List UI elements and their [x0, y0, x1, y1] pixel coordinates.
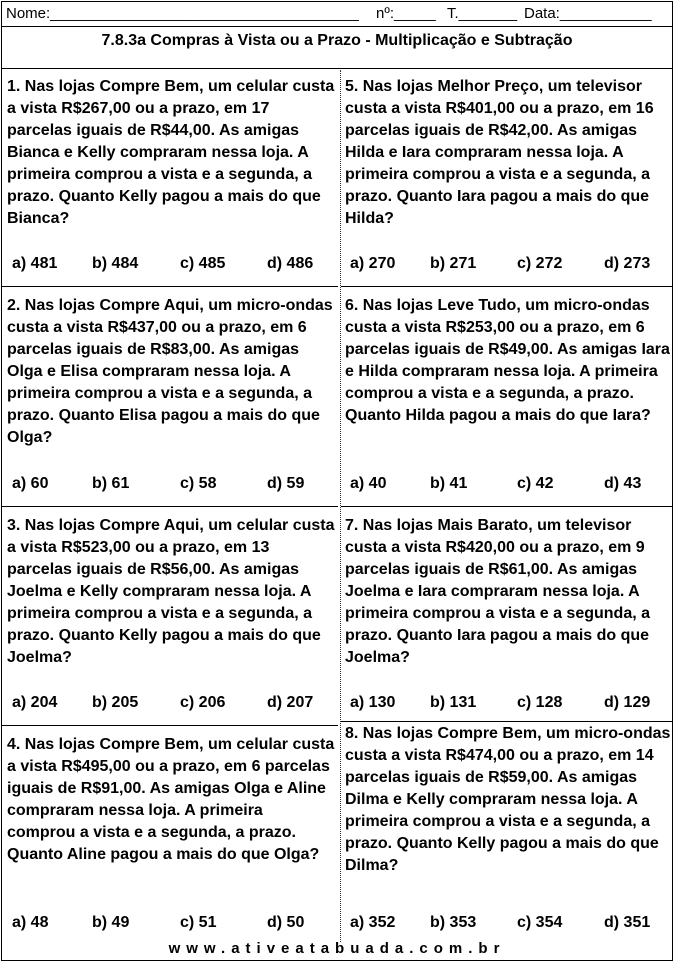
- option-a[interactable]: a) 40: [350, 475, 387, 492]
- option-c[interactable]: c) 354: [517, 914, 563, 931]
- option-d[interactable]: d) 50: [267, 914, 305, 931]
- number-field[interactable]: nº:_____: [376, 5, 436, 22]
- option-a[interactable]: a) 130: [350, 694, 396, 711]
- options-question-6: [350, 475, 676, 497]
- options-question-1: [12, 255, 342, 277]
- options-question-7: [350, 694, 676, 716]
- question-3: 3. Nas lojas Compre Aqui, um celular custa a vista R$523,00 ou a prazo, em 13 parcelas iguais de R$56,00. As amigas Joelma e Kelly compraram nessa loja. A primeira comprou a vista e a segunda, a prazo. Quanto Kelly pagou a mais do que Joelma?: [7, 517, 335, 666]
- name-field[interactable]: Nome:_____________________________________: [6, 5, 359, 22]
- option-d[interactable]: d) 486: [267, 255, 314, 272]
- option-b[interactable]: b) 353: [430, 914, 477, 931]
- option-b[interactable]: b) 484: [92, 255, 139, 272]
- worksheet: [1, 1, 673, 961]
- option-b[interactable]: b) 131: [430, 694, 477, 711]
- option-b[interactable]: b) 41: [430, 475, 468, 492]
- option-a[interactable]: a) 352: [350, 914, 396, 931]
- question-7: 7. Nas lojas Mais Barato, um televisor custa a vista R$420,00 ou a prazo, em 9 parcelas iguais de R$61,00. As amigas Joelma e Iara compraram nessa loja. A primeira comprou a vista e a segunda, a prazo. Quanto Iara pagou a mais do que Joelma?: [345, 517, 650, 666]
- option-c[interactable]: c) 128: [517, 694, 563, 711]
- row-divider: [341, 506, 672, 507]
- question-8: 8. Nas lojas Compre Bem, um micro-ondas custa a vista R$474,00 ou a prazo, em 14 parcelas iguais de R$59,00. As amigas Dilma e Kelly compraram nessa loja. A primeira comprou a vista e a segunda, a prazo. Quanto Kelly pagou a mais do que Dilma?: [345, 725, 671, 874]
- header-divider: [2, 26, 672, 27]
- option-b[interactable]: b) 271: [430, 255, 477, 272]
- worksheet-title: 7.8.3a Compras à Vista ou a Prazo - Multiplicação e Subtração: [101, 32, 573, 49]
- question-1: 1. Nas lojas Compre Bem, um celular custa a vista R$267,00 ou a prazo, em 17 parcelas iguais de R$44,00. As amigas Bianca e Kelly compraram nessa loja. A primeira comprou a vista e a segunda, a prazo. Quanto Kelly pagou a mais do que Bianca?: [7, 78, 335, 227]
- option-a[interactable]: a) 204: [12, 694, 58, 711]
- option-a[interactable]: a) 60: [12, 475, 49, 492]
- question-5: 5. Nas lojas Melhor Preço, um televisor custa a vista R$401,00 ou a prazo, em 16 parcelas iguais de R$42,00. As amigas Hilda e Iara compraram nessa loja. A primeira comprou a vista e a segunda, a prazo. Quanto Iara pagou a mais do que Hilda?: [345, 78, 654, 227]
- option-b[interactable]: b) 49: [92, 914, 130, 931]
- option-c[interactable]: c) 58: [180, 475, 217, 492]
- row-divider: [2, 725, 338, 726]
- question-2: 2. Nas lojas Compre Aqui, um micro-ondas custa a vista R$437,00 ou a prazo, em 6 parcelas iguais de R$83,00. As amigas Olga e Elisa compraram nessa loja. A primeira comprou a vista e a segunda, a prazo. Quanto Elisa pagou a mais do que Olga?: [7, 297, 333, 446]
- row-divider: [2, 286, 338, 287]
- option-d[interactable]: d) 207: [267, 694, 314, 711]
- student-info-header: [2, 2, 672, 26]
- option-d[interactable]: d) 129: [604, 694, 651, 711]
- options-question-4: [12, 914, 342, 936]
- options-question-3: [12, 694, 342, 716]
- date-field[interactable]: Data:___________: [524, 5, 652, 22]
- row-divider: [2, 506, 338, 507]
- option-b[interactable]: b) 205: [92, 694, 139, 711]
- class-field[interactable]: T._______: [447, 5, 518, 22]
- option-d[interactable]: d) 273: [604, 255, 651, 272]
- option-b[interactable]: b) 61: [92, 475, 130, 492]
- option-a[interactable]: a) 48: [12, 914, 49, 931]
- option-c[interactable]: c) 272: [517, 255, 563, 272]
- title-divider: [2, 68, 672, 69]
- option-c[interactable]: c) 485: [180, 255, 226, 272]
- website-footer: www.ativeatabuada.com.br: [168, 940, 506, 957]
- options-question-2: [12, 475, 342, 497]
- option-d[interactable]: d) 351: [604, 914, 651, 931]
- question-4: 4. Nas lojas Compre Bem, um celular custa a vista R$495,00 ou a prazo, em 6 parcelas iguais de R$91,00. As amigas Olga e Aline compraram nessa loja. A primeira comprou a vista e a segunda, a prazo. Quanto Aline pagou a mais do que Olga?: [7, 736, 335, 863]
- option-a[interactable]: a) 270: [350, 255, 396, 272]
- row-divider: [341, 286, 672, 287]
- option-d[interactable]: d) 59: [267, 475, 305, 492]
- question-6: 6. Nas lojas Leve Tudo, um micro-ondas custa a vista R$253,00 ou a prazo, em 6 parcelas iguais de R$49,00. As amigas Iara e Hilda compraram nessa loja. A primeira comprou a vista e a segunda, a prazo. Quanto Hilda pagou a mais do que Iara?: [345, 297, 670, 424]
- options-question-8: [350, 914, 676, 936]
- option-c[interactable]: c) 42: [517, 475, 554, 492]
- option-a[interactable]: a) 481: [12, 255, 58, 272]
- option-c[interactable]: c) 51: [180, 914, 217, 931]
- option-c[interactable]: c) 206: [180, 694, 226, 711]
- options-question-5: [350, 255, 676, 277]
- option-d[interactable]: d) 43: [604, 475, 642, 492]
- row-divider: [341, 721, 672, 722]
